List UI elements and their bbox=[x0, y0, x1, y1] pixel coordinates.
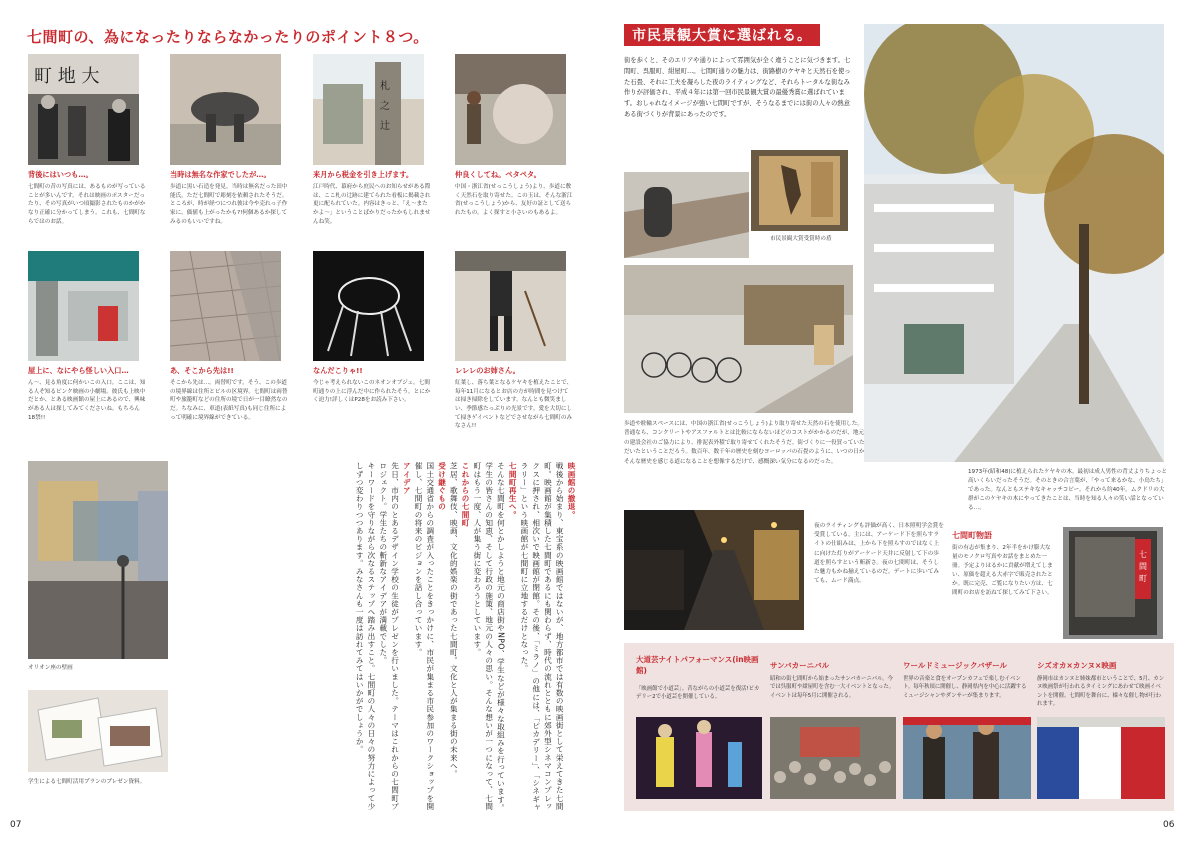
point-3-body: 江戸時代、幕府から庶民へのお知らせがある際は、ここ札の辻跡に建てられた看板に掲載され更に配られていた。内容はきっと、「え～またかよ～」ということばかりだったかもしれませんね笑。 bbox=[313, 184, 431, 225]
photo-rooftop-entrance bbox=[28, 251, 139, 361]
photo-event-1 bbox=[636, 717, 762, 799]
point-7-body: 今じゃ考えられないこのネオンオブジェ。七間町通りの上に浮んだ中に作られたそう。とにかく迫力!詳しくはP28をお読み下さい。 bbox=[313, 380, 431, 404]
point-4-body: 中国・浙江省(せっこうしょう)より、歩道に敷く天然石を取り寄せた。この玉は、そんな浙江省(せっこうしょう)から、友好の証として送られたもの。よく探すと小さいのもあるよ。 bbox=[455, 184, 573, 216]
photo-sweeping-woman bbox=[455, 251, 566, 361]
photo-stone-ball bbox=[455, 54, 566, 165]
story-body: 街の有志が集まり、2年半をかけ膨大な量のモノクロ写真やお話をまとめた一冊。予定よりはるかに貢献が増えてしまい、原価を超える大赤字で販売されたとか。既に完売、ご覧になりたい方は、七間町のお店を訪ねて探してみて下さい。 bbox=[952, 545, 1053, 597]
photo-event-2 bbox=[770, 717, 896, 799]
svg-text:間: 間 bbox=[1139, 562, 1147, 571]
event-2-title: サンバカーニバル bbox=[770, 661, 830, 670]
right-headline-text: 市民景観大賞に選ばれる。 bbox=[632, 28, 812, 44]
vertical-body-revival: そんな七間町を何とかしようと地元の商店街やNPO、学生などが様々な取組みを行っています。学生の皆さんの知恵、そして行政の施策、地元の人々の思い。そんな想いが一つになって、七間町はもう一度、人が集う街に変わろうとしています。 bbox=[472, 462, 506, 812]
photo-neon-object bbox=[313, 251, 424, 361]
photo-student-presentation bbox=[28, 690, 168, 772]
point-1-body: 七間町の昔の写真には、あるものが写っていることが多いんです。それは映画のポスターだったり、その写真がいつ頃撮影されたものかがかなり正確に分かってしまう。これも、七間町ならではのお話。 bbox=[28, 184, 146, 225]
point-5-body: ん～、見る角度に何かいこの入口。ここは、知る人ぞ知るピンク映画の小劇場。彼氏も上映中だとか、とある映画館の屋上にあるので、興味がある人は探してみてくださいね。もちろん18禁!! bbox=[28, 380, 146, 421]
photo-fuda-no-tsuji bbox=[313, 54, 424, 165]
award-plaque-caption: 市民景観大賞受賞時の盾 bbox=[770, 236, 832, 242]
event-3-body: 世界の音楽と食をオープンカフェで楽しむイベント。毎年秋頃に開催し、静岡県内を中心に活躍するミュージシャンやダンサーが集まります。 bbox=[903, 676, 1027, 699]
svg-text:町 地 大: 町 地 大 bbox=[34, 66, 100, 87]
story-title: 七間町物語 bbox=[952, 531, 992, 540]
photo-night-lighting bbox=[624, 510, 804, 630]
svg-text:七: 七 bbox=[1139, 550, 1147, 559]
orion-mural-caption: オリオン座の壁画 bbox=[28, 665, 73, 671]
vertical-head-inherit: 受け継ぐもの bbox=[437, 462, 447, 511]
right-headline bbox=[624, 24, 820, 46]
vertical-head-revival: 七間町再生へ。 bbox=[508, 462, 518, 519]
vertical-body-idea: 先日、市内のとあるデザイン学校の生徒がプレゼンを行いました。テーマはこれからの七間町プロジェクト。学生たちの斬新なアイデアが満載でした。 bbox=[378, 462, 400, 811]
point-8-title: レレレのお姉さん。 bbox=[455, 366, 520, 375]
photo-bicycle-parking bbox=[624, 265, 853, 413]
vertical-body-future: 芝居、歌舞伎、映画、文化的娯楽の街であった七間町。文化と人が集まる街の未来へ。 bbox=[449, 462, 459, 778]
vertical-head-theater-exit: 映画館の撤退。 bbox=[567, 462, 576, 519]
event-1-title: 大道芸ナイトパフォーマンス(in映画館) bbox=[636, 655, 759, 675]
vertical-head-idea: アイデア bbox=[402, 462, 412, 495]
night-caption: 夜のライティングも評価が高く、日本照明学会賞を受賞している。主には、アーケード下を照らすライトの仕組みは、上から下を照らすのではなく上に向けた灯りがアーケード天井に反射して下の歩道を照らすという斬新さ。夜の七間町は、そうした魅力もかね揃えているのだ。デートに歩いてみても、ムード満点。 bbox=[814, 523, 944, 585]
svg-text:札: 札 bbox=[380, 81, 390, 92]
vertical-body-theater-exit: 戦後から始まり、東宝系の映画館ではないが、地方都市では有数の映画街として栄えてきた七間町。映画館が集積した七間町であるにも関わらず、時代の流れとともに郊外型シネマコンプレックスに押され、相次いで映画館が閉館。その後、「ミラノ」の他には、「ピカデリー」、「シネギャラリー」という映画館が七間町に立地するだけとなった。 bbox=[519, 462, 565, 812]
photo-stone-sculpture bbox=[170, 54, 281, 165]
vertical-body-closing: キーワードを守りながら次なるステップへ踏み出すこと。七間町の人々の日々の努力によって少しずつ変わりつつあります。みなさんも一度は訪れてみてはいかがでしょうか。 bbox=[355, 462, 376, 811]
left-page-number: 07 bbox=[10, 820, 22, 830]
point-6-body: そこから先は…。両替町です。そう、この歩道の境界線は住所とビルの区境界。七間町は両替町や旅籠町などの住所の境で日が一目瞭然なのだ。ちなみに、車道(表紙写真)も同じ住所によって明確に境界線ができている。 bbox=[170, 380, 288, 421]
stone-caption: 歩道や駐輪スペースには、中国の浙江省(せっこうしょう)より取り寄せた天然の石を使用した。普通なら、コンクリートやアスファルトとは比較にならないほどのコストがかかるのだが、地元の建設会社のご協力により、排泥表外積で取り寄せてくれたそうだ。街づくりに一役買っていただいたということだろう。数百年、数千年の歴史を刻むヨーロッパの石畳のように、いつの日かそんな歴史を感じる道になることを想像するだけで、感慨深い気分になるのだった。 bbox=[624, 421, 865, 465]
student-presentation-caption: 学生による七間町活用プランのプレゼン資料。 bbox=[28, 779, 146, 785]
photo-orion-mural bbox=[28, 461, 168, 659]
point-4-title: 仲良くしてね。ペタペタ。 bbox=[455, 170, 541, 179]
photo-event-3 bbox=[903, 717, 1031, 799]
intro-text: 街を歩くと、そのエリアや通りによって雰囲気が全く違うことに気づきます。七間町、呉服町、紺屋町…。七間町通りの魅力は、街路樹のケヤキと天然石を使った石畳、それに工夫を凝らした夜のライティングなど、それらトータルな街なみ作りが評価され、平成４年には第一回市民景観大賞の最優秀賞に選ばれています。おしゃれなイメージが強い七間町ですが、そうなるまでには街の人々の熱意ある街づくりが背景にあったのです。 bbox=[624, 57, 851, 119]
photo-paving-boundary bbox=[170, 251, 281, 361]
svg-text:町: 町 bbox=[1139, 574, 1147, 583]
event-1-body: 「映画館で小道芸」。昔ながらの小道芸を復活!ピカデリー2で小道芸を開催している。 bbox=[636, 686, 760, 701]
point-1-title: 背後にはいつも…。 bbox=[28, 170, 93, 179]
vertical-head-future: これからの七間町 bbox=[461, 462, 471, 527]
photo-old-theater bbox=[28, 54, 139, 165]
point-8-body: 紅葉し、落ち葉となるケヤキを植えたことで、毎年11月になるとお店の方が時間を見つけては掃き掃除をしています。なんとも微笑ましい、季節感たっぷりの光景です。愛を大切にして掃きゲイベントなどでさせながら七間町のみなさん!! bbox=[455, 380, 573, 430]
point-3-title: 来月から税金を引き上げます。 bbox=[313, 170, 414, 179]
photo-tanuki-bench bbox=[624, 172, 749, 258]
photo-story-book bbox=[1063, 527, 1163, 639]
photo-award-plaque bbox=[751, 150, 848, 231]
point-7-title: なんだこりゃ!! bbox=[313, 366, 363, 375]
photo-zelkova-street bbox=[864, 24, 1164, 462]
point-2-title: 当時は無名な作家でしたが…。 bbox=[170, 170, 271, 179]
svg-text:之: 之 bbox=[380, 101, 390, 112]
zelkova-caption: 1973年(昭和48)に植えられたケヤキの木。最初は成人男性の背丈よりちょっと高いくらいだったそうだ。そのときの合言葉が、「やって来るかな、小鳥たち」であった。なんともステキなキャッチコピー。それから約40年。ムクドリの大群がこのケヤキの木にやってきたことは、当時を知る人々の笑い話となっている…。 bbox=[968, 469, 1168, 511]
vertical-text-block bbox=[185, 462, 577, 814]
photo-event-4 bbox=[1037, 717, 1165, 799]
vertical-body-inherit: 国土交通省からの調査が入ったことをきっかけに、市民が集まる市民参加のワークショップを開催し、七間町の将来のビジョンを話し合っています。 bbox=[414, 462, 435, 811]
point-2-body: 歩道に黒い石造を発見。当時は無名だった田中能氏。ただ七間町で彫刻を依頼されたそうだ。ところが、時が経つにつれ彼は今や売れっ子作家に。価値も上がったかも?!何個あるか探してみるのもいいですね。 bbox=[170, 184, 288, 225]
point-5-title: 屋上に、なにやら怪しい入口… bbox=[28, 366, 129, 375]
svg-text:辻: 辻 bbox=[380, 121, 390, 132]
event-3-title: ワールドミュージックバザール bbox=[903, 661, 1007, 670]
event-4-body: 静岡市はカンヌと姉妹都市ということで、5月、カンヌ映画祭が行われるタイミングにあわせて映画イベントを開催。七間町を舞台に、様々な催し物が行われます。 bbox=[1037, 676, 1165, 708]
right-page-number: 06 bbox=[1163, 820, 1175, 830]
event-2-body: 昭和の街七間町から始まったサンバカーニバル。今では呉服町や紺屋町を含む一大イベントとなった。イベントは毎年5月に開催される。 bbox=[770, 676, 894, 699]
event-4-title: シズオカ×カンヌ×映画 bbox=[1037, 661, 1117, 670]
point-6-title: あ、そこから先は!! bbox=[170, 366, 234, 375]
left-headline: 七間町の、為になったりならなかったりのポイント８つ。 bbox=[27, 28, 429, 46]
